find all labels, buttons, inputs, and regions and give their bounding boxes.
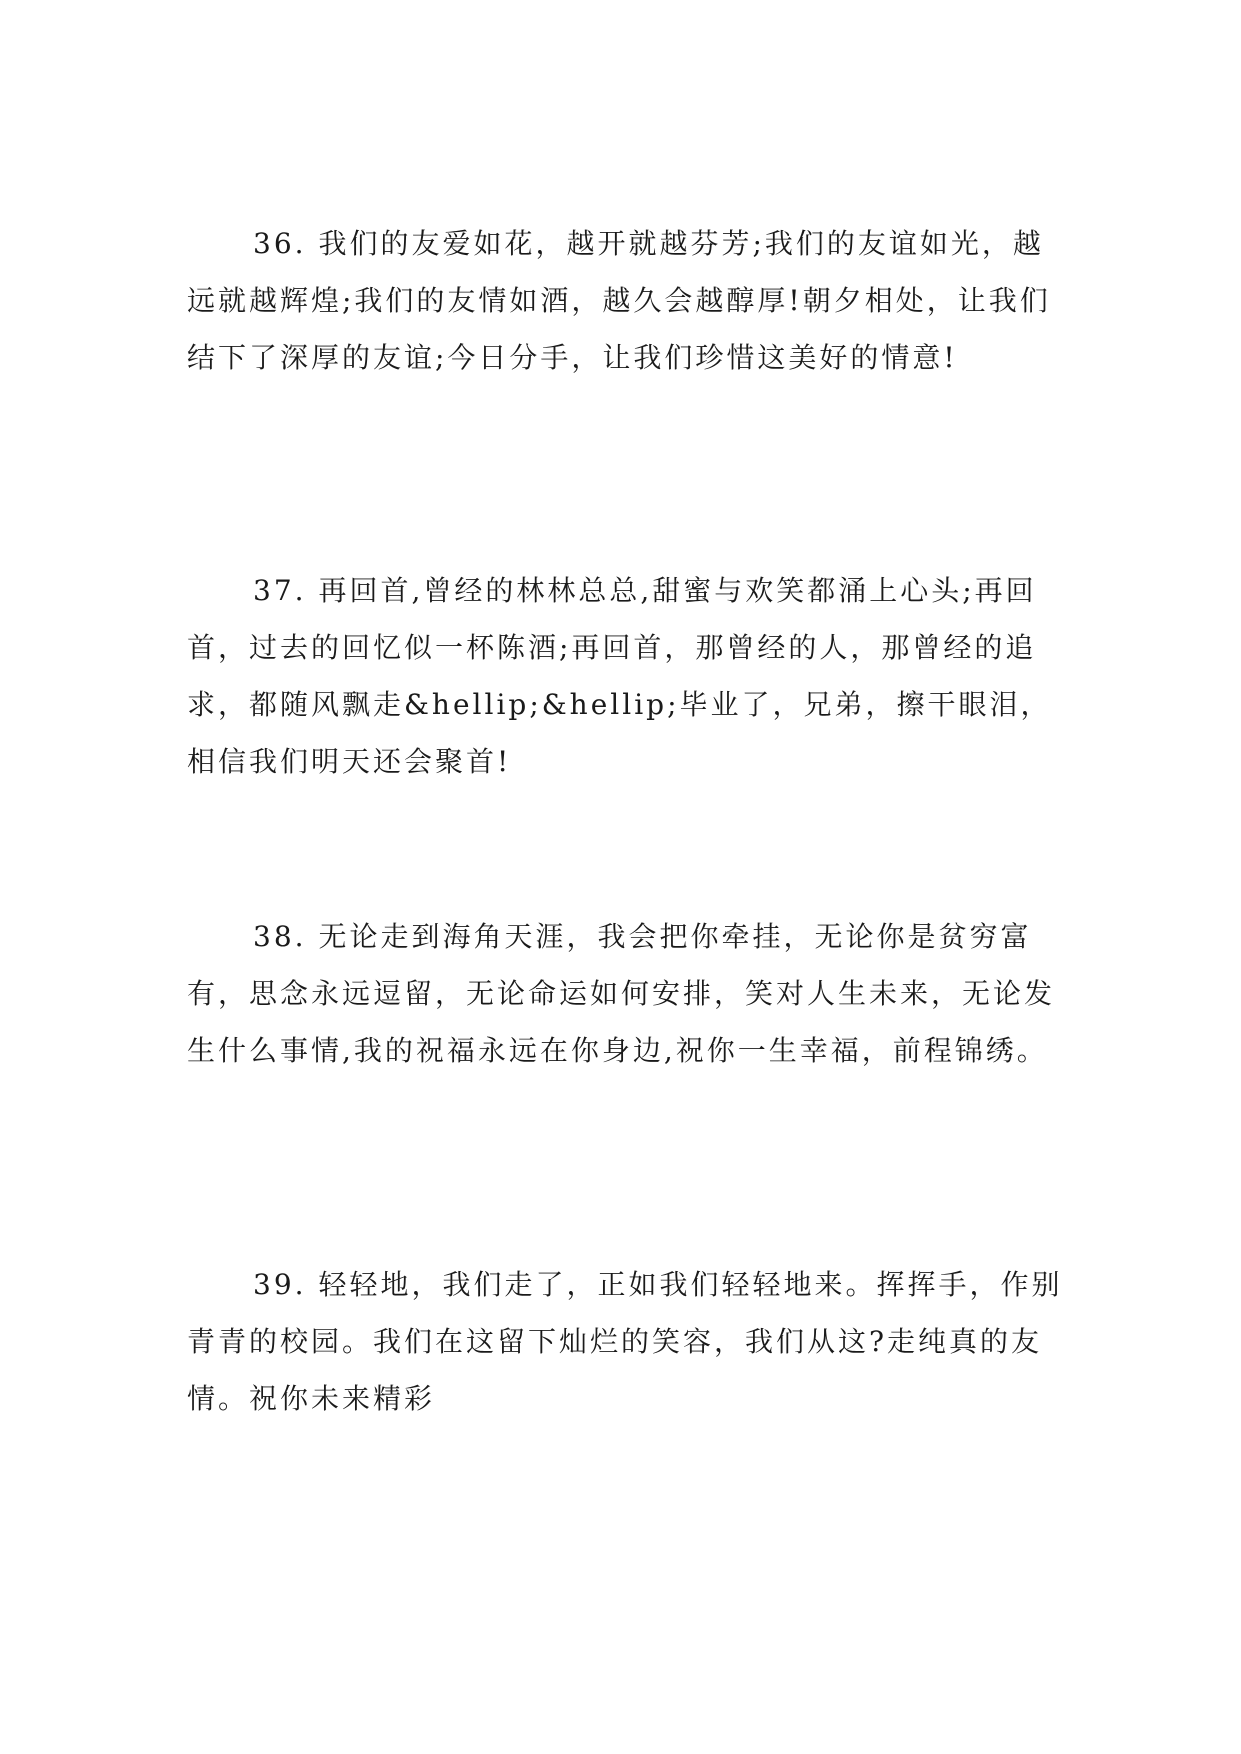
paragraph-text: 再回首,曾经的林林总总,甜蜜与欢笑都涌上心头;再回首，过去的回忆似一杯陈酒;再回首，那曾经的人，那曾经的追求，都随风飘走&hellip;&hellip;毕业了，兄弟，擦干眼泪，相信我们明天还会聚首! (187, 574, 1052, 778)
paragraph-text: 我们的友爱如花，越开就越芬芳;我们的友谊如光，越远就越辉煌;我们的友情如酒，越久会越醇厚!朝夕相处，让我们结下了深厚的友谊;今日分手，让我们珍惜这美好的情意! (187, 227, 1051, 374)
paragraph-number: 38. (253, 920, 307, 953)
paragraph-36 (187, 215, 1067, 386)
paragraph-text: 轻轻地，我们走了，正如我们轻轻地来。挥挥手，作别青青的校园。我们在这留下灿烂的笑容，我们从这?走纯真的友情。祝你未来精彩 (187, 1268, 1063, 1415)
paragraph-number: 36. (253, 227, 307, 260)
paragraph-text: 无论走到海角天涯，我会把你牵挂，无论你是贫穷富有，思念永远逗留，无论命运如何安排，笑对人生未来，无论发生什么事情,我的祝福永远在你身边,祝你一生幸福，前程锦绣。 (187, 920, 1056, 1067)
paragraph-number: 37. (253, 574, 307, 607)
paragraph-number: 39. (253, 1268, 307, 1301)
paragraph-39 (187, 1256, 1067, 1427)
paragraph-37 (187, 562, 1067, 790)
paragraph-38 (187, 908, 1067, 1079)
